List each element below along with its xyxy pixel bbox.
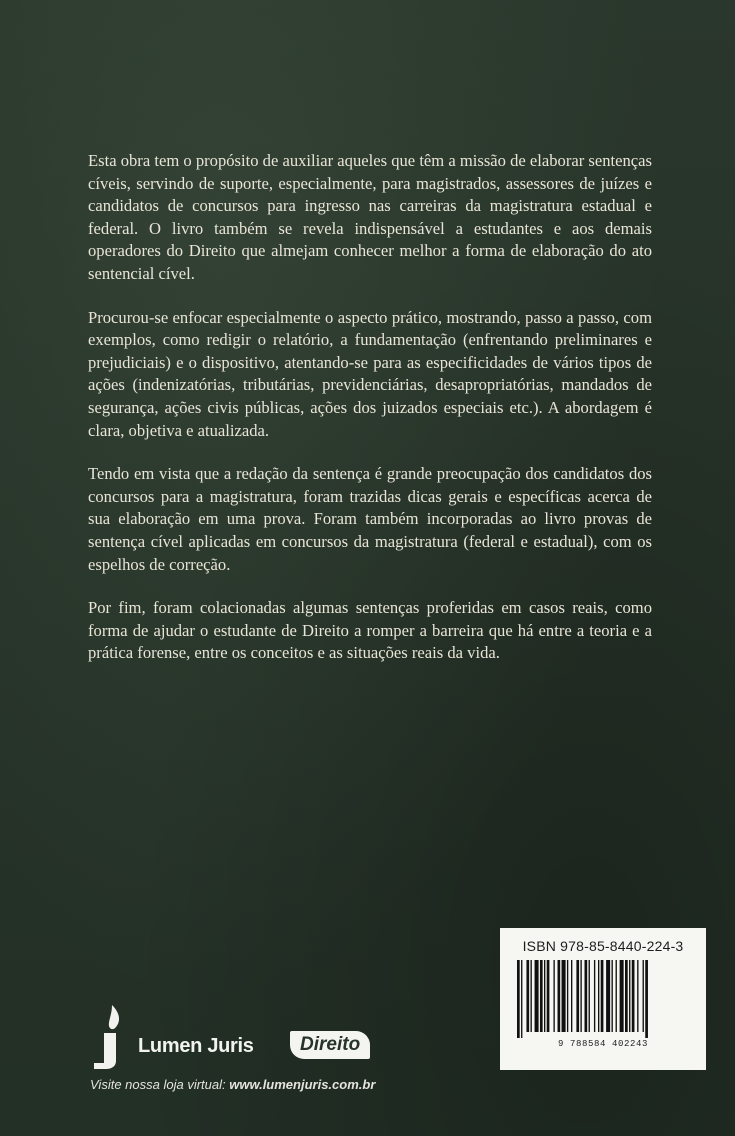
blurb-text	[88, 150, 652, 686]
barcode-bar	[547, 960, 550, 1032]
barcode-bar	[531, 960, 532, 1032]
barcode-bar	[517, 960, 520, 1038]
barcode-bar	[576, 960, 579, 1032]
store-footer-url[interactable]: www.lumenjuris.com.br	[229, 1077, 376, 1092]
barcode-bar	[629, 960, 630, 1032]
barcode-bar	[645, 960, 648, 1038]
barcode-bar	[625, 960, 628, 1032]
isbn-barcode	[500, 928, 706, 1070]
barcode-bar	[521, 960, 522, 1038]
blurb-paragraph-3: Tendo em vista que a redação da sentença é grande preocupação dos candidatos dos concursos para a magistratura, foram trazidas dicas gerais e específicas acerca de sua elaboração em uma prova. Foram também incorporadas ao livro provas de sentença cível aplicadas em concursos da magistratura (federal e estadual), com os espelhos de correção.	[88, 464, 652, 574]
barcode-bar	[580, 960, 581, 1032]
barcode-bar	[562, 960, 566, 1032]
barcode-bar	[567, 960, 568, 1032]
barcode-bar	[571, 960, 572, 1032]
barcode-bar	[598, 960, 599, 1032]
barcode-bar	[637, 960, 638, 1032]
barcode-bars	[515, 960, 691, 1038]
barcode-bar	[544, 960, 545, 1032]
publisher-name: Lumen Juris	[138, 1035, 254, 1057]
barcode-bar	[632, 960, 635, 1032]
store-footer-prefix: Visite nossa loja virtual:	[90, 1077, 226, 1092]
barcode-bar	[553, 960, 554, 1032]
barcode-bar	[606, 960, 610, 1032]
store-footer	[90, 1077, 375, 1092]
lumen-juris-flame-icon	[90, 1003, 130, 1069]
blurb-paragraph-1: Esta obra tem o propósito de auxiliar aqueles que têm a missão de elaborar sentenças cíveis, servindo de suporte, especialmente, para magistrados, assessores de juízes e candidatos de concursos para ingresso nas carreiras da magistratura estadual e federal. O livro também se revela indispensável a estudantes e aos demais operadores do Direito que almejam conhecer melhor a forma de elaboração do ato sentencial cível.	[88, 151, 652, 283]
publisher-logo	[90, 1003, 410, 1069]
publisher-tag: Direito	[290, 1031, 370, 1059]
barcode-bar	[643, 960, 644, 1032]
barcode-bar	[620, 960, 624, 1032]
barcode-bar	[540, 960, 543, 1032]
barcode-bar	[558, 960, 561, 1032]
barcode-bar	[601, 960, 604, 1032]
blurb-paragraph-4: Por fim, foram colacionadas algumas sentenças proferidas em casos reais, como forma de ajudar o estudante de Direito a romper a barreira que há entre a teoria e a prática forense, entre os conceitos e as situações reais da vida.	[88, 598, 652, 663]
barcode-digits: 9 788584 402243	[557, 1039, 648, 1049]
barcode-bar	[612, 960, 613, 1032]
blurb-paragraph-2: Procurou-se enfocar especialmente o aspecto prático, mostrando, passo a passo, com exemplos, como redigir o relatório, a fundamentação (enfrentando preliminares e prejudiciais) e o dispositivo, atentando-se para as especificidades de vários tipos de ações (indenizatórias, tributárias, previdenciárias, desapropriatórias, mandados de segurança, ações civis públicas, ações dos juizados especiais etc.). A abordagem é clara, objetiva e atualizada.	[88, 307, 652, 440]
barcode-bar	[616, 960, 617, 1032]
barcode-bar	[526, 960, 529, 1032]
barcode-bar	[535, 960, 539, 1032]
isbn-label: ISBN 978-85-8440-224-3	[522, 938, 684, 954]
barcode-bar	[594, 960, 595, 1032]
barcode-bar	[585, 960, 588, 1032]
barcode-bar	[589, 960, 590, 1032]
